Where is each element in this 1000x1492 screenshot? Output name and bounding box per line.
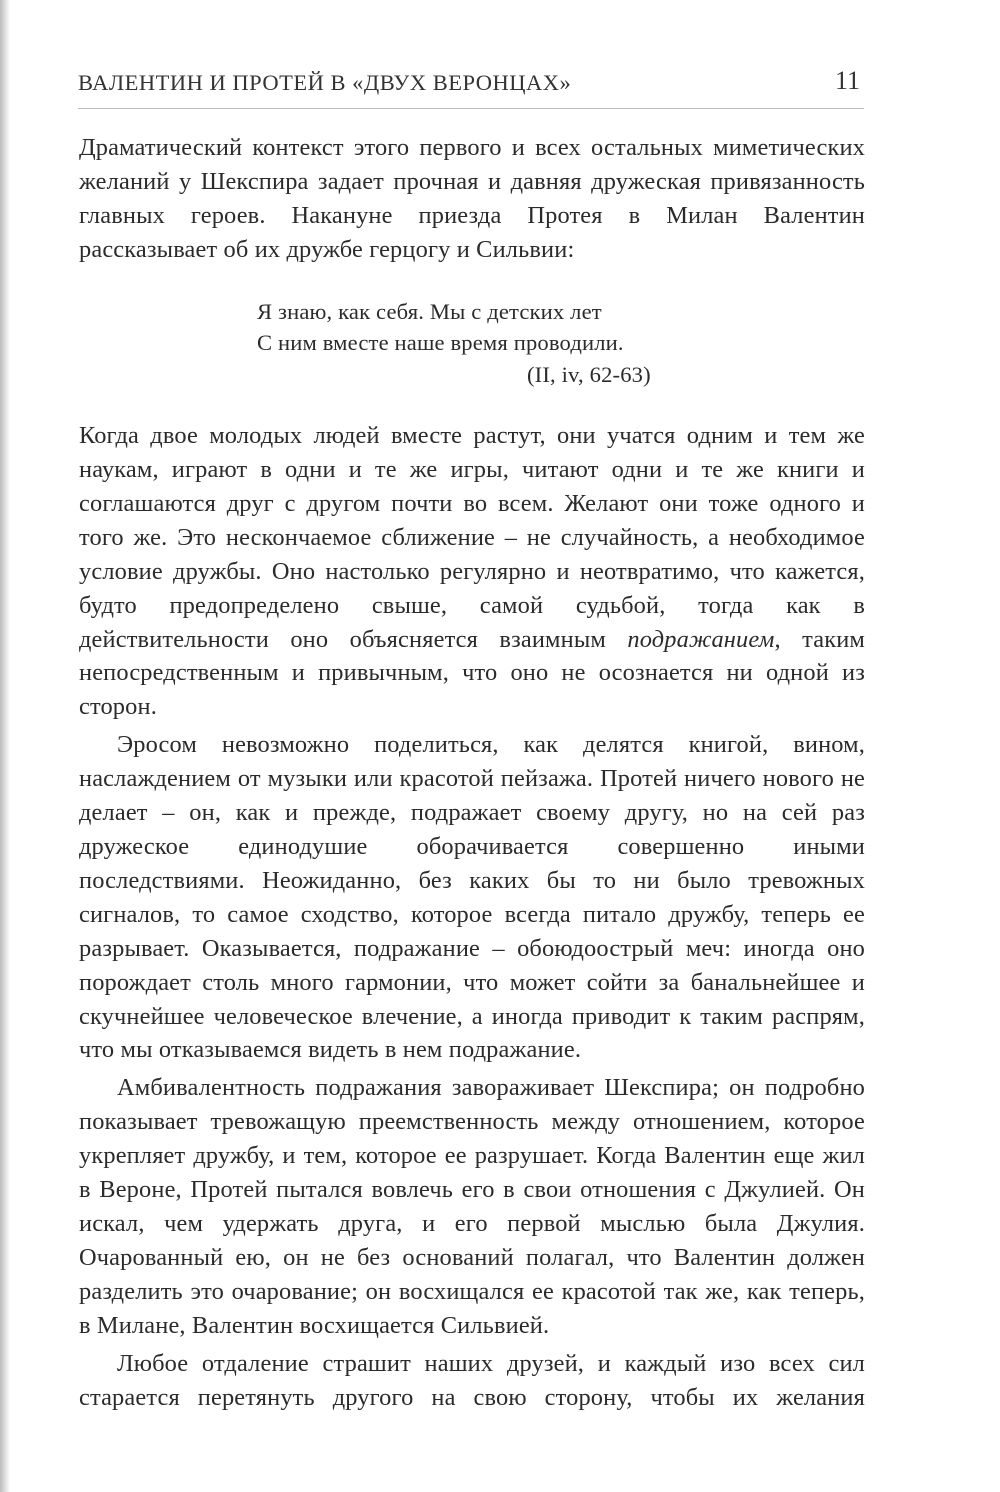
verse-line-2: С ним вместе наше время проводили.	[257, 330, 624, 356]
page-header	[78, 64, 864, 109]
verse-reference: (II, iv, 62-63)	[527, 361, 651, 387]
running-head: ВАЛЕНТИН И ПРОТЕЙ В «ДВУХ ВЕРОНЦАХ»	[78, 70, 572, 95]
paragraph-2-text-a: Когда двое молодых людей вместе растут, они учатся одним и тем же наукам, играют в одни и те же игры, читают одни и те же книги и соглашаются друг с другом почти во всем. Желают они тоже одного и того же. Это нескончаемое сближение – не случайность, а необходимое условие дружбы. Оно настолько регулярно и неотвратимо, что кажется, будто предопределено свыше, самой судьбой, тогда как в действительности оно объясняется взаимным	[79, 422, 865, 653]
page-number: 11	[834, 66, 860, 95]
paragraph-2	[79, 419, 865, 724]
paragraph-2-italic: подражанием	[627, 625, 775, 653]
paragraph-4: Амбивалентность подражания завораживает Шекспира; он подробно показывает тревожащую преемственность между отношением, которое укрепляет дружбу, и тем, которое ее разрушает. Когда Валентин еще жил в Вероне, Протей пытался вовлечь его в свои отношения с Джулией. Он искал, чем удержать друга, и его первой мыслью была Джулия. Очарованный ею, он не без оснований полагал, что Валентин должен разделить это очарование; он восхищался ее красотой так же, как теперь, в Милане, Валентин восхищается Сильвией.	[79, 1074, 865, 1339]
body-text	[79, 131, 865, 1414]
paragraph-1: Драматический контекст этого первого и всех остальных миметических желаний у Шекспира задает прочная и давняя дружеская привязанность главных героев. Накануне приезда Протея в Милан Валентин рассказывает об их дружбе герцогу и Сильвии:	[79, 134, 865, 263]
page-edge-shadow	[0, 0, 10, 1492]
paragraph-3: Эросом невозможно поделиться, как делятся книгой, вином, наслаждением от музыки или красотой пейзажа. Протей ничего нового не делает – он, как и прежде, подражает своему другу, но на сей раз дружеское единодушие оборачивается совершенно иными последствиями. Неожиданно, без каких бы то ни было тревожных сигналов, то самое сходство, которое всегда питало дружбу, теперь ее разрывает. Оказывается, подражание – обоюдоострый меч: иногда оно порождает столь много гармонии, что может сойти за банальнейшее и скучнейшее человеческое влечение, а иногда приводит к таким распрям, что мы отказываемся видеть в нем подражание.	[79, 731, 865, 1064]
paragraph-5: Любое отдаление страшит наших друзей, и каждый изо всех сил старается перетянуть другого на свою сторону, чтобы их желания	[79, 1349, 865, 1411]
paragraph-2-text-b: , таким непосредственным и привычным, что оно не осознается ни одной из сторон.	[79, 625, 865, 721]
verse-line-1: Я знаю, как себя. Мы с детских лет	[257, 298, 602, 324]
verse-quote	[79, 296, 865, 391]
